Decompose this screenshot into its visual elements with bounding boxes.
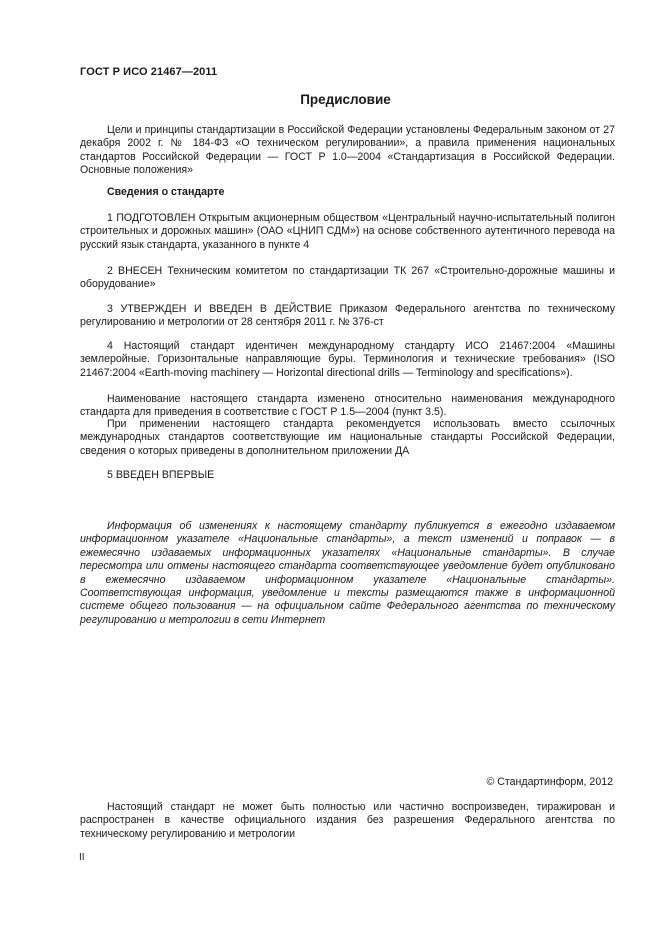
item-3-paragraph: 3 УТВЕРЖДЕН И ВВЕДЕН В ДЕЙСТВИЕ Приказом Федерального агентства по техническому регулированию и метрологии от 28 сентября 2011 г. № 376-ст [80,303,615,329]
page-number: II [79,852,85,863]
item-5-paragraph: 5 ВВЕДЕН ВПЕРВЫЕ [107,469,215,481]
item-4-references-paragraph: При применении настоящего стандарта рекомендуется использовать вместо ссылочных международных стандартов соответствующие им национальные стандарты Российской Федерации, сведения о которых приведены в дополнительном приложении ДА [80,418,615,457]
item-4-name-change-paragraph: Наименование настоящего стандарта изменено относительно наименования международного стандарта для приведения в соответствие с ГОСТ Р 1.5—2004 (пункт 3.5). [80,393,615,419]
copyright-line: © Стандартинформ, 2012 [486,776,613,788]
page-title: Предисловие [300,92,391,107]
item-1-paragraph: 1 ПОДГОТОВЛЕН Открытым акционерным обществом «Центральный научно-испытательный полигон строительных и дорожных машин» (ОАО «ЦНИП СДМ») на основе собственного аутентичного перевода на русский язык стандарта, указанного в пункте 4 [80,212,615,251]
item-2-paragraph: 2 ВНЕСЕН Техническим комитетом по стандартизации ТК 267 «Строительно-дорожные машины и оборудование» [80,265,615,291]
reproduction-notice-paragraph: Настоящий стандарт не может быть полностью или частично воспроизведен, тиражирован и распространен в качестве официального издания без разрешения Федерального агентства по техническому регулированию и метрологии [80,801,615,840]
section-heading: Сведения о стандарте [107,186,225,198]
intro-paragraph: Цели и принципы стандартизации в Российской Федерации установлены Федеральным законом от 27 декабря 2002 г. № 184-ФЗ «О техническом регулировании», а правила применения национальных стандартов Российской Федерации — ГОСТ Р 1.0—2004 «Стандартизация в Российской Федерации. Основные положения» [80,124,615,177]
info-notice-paragraph: Информация об изменениях к настоящему стандарту публикуется в ежегодно издаваемом информационном указателе «Национальные стандарты», а текст изменений и поправок — в ежемесячно издаваемых информационных указателях «Национальные стандарты». В случае пересмотра или отмены настоящего стандарта соответствующее уведомление будет опубликовано в ежемесячно издаваемом информационном указателе «Национальные стандарты». Соответствующая информация, уведомление и тексты размещаются также в информационной системе общего пользования — на официальном сайте Федерального агентства по техническому регулированию и метрологии в сети Интернет [80,520,615,626]
item-4-paragraph: 4 Настоящий стандарт идентичен международному стандарту ИСО 21467:2004 «Машины землеройные. Горизонтальные направляющие буры. Терминология и технические требования» (ISO 21467:2004 «Earth-moving machinery — Horizontal directional drills — Terminology and specifications»). [80,340,615,379]
document-code-header: ГОСТ Р ИСО 21467—2011 [80,66,218,78]
